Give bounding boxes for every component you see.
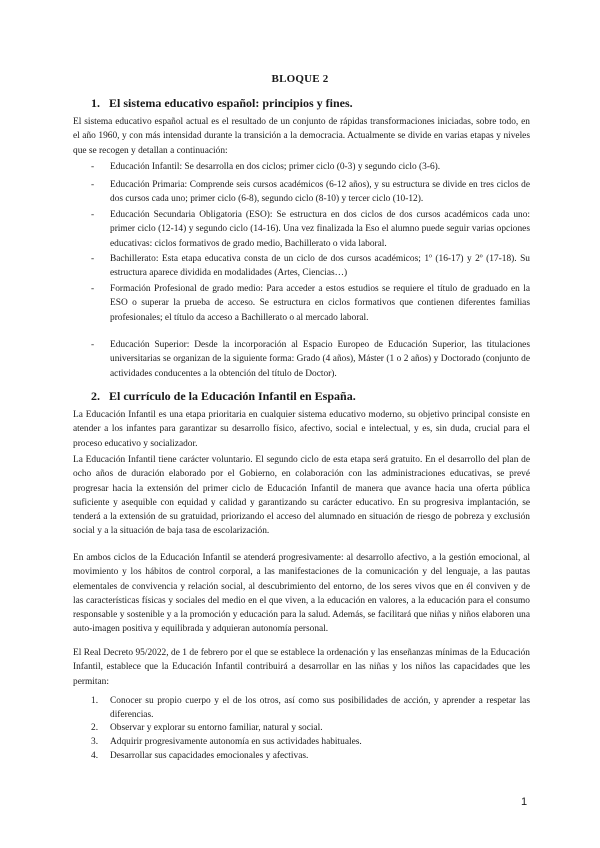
list-number: 4. (91, 751, 99, 761)
section-number: 2. (91, 389, 100, 403)
paragraph: El sistema educativo español actual es el resultado de un conjunto de rápidas transformaciones iniciadas, sobre todo, en el año 1960, y con más intensidad durante la transición a la democracia. Actualmente se divide en varias etapas y niveles que se recogen y detallan a continuación: (73, 117, 530, 156)
list-item: Formación Profesional de grado medio: Para acceder a estos estudios se requiere el título de graduado en la ESO o superar la prueba de acceso. Se estructura en ciclos formativos que contienen diferentes familias profesionales; el título da acceso a Bachillerato o al mercado laboral. (110, 284, 530, 323)
list-number: 2. (91, 723, 99, 733)
section-title: El currículo de la Educación Infantil en España. (109, 389, 356, 403)
numbered-item: Conocer su propio cuerpo y el de los otros, así como sus posibilidades de acción, y aprender a respetar las diferencias. (110, 696, 530, 721)
bullet-marker: - (91, 210, 95, 220)
list-number: 1. (91, 696, 99, 706)
list-number: 3. (91, 737, 99, 747)
section-number: 1. (91, 96, 100, 110)
paragraph: El Real Decreto 95/2022, de 1 de febrero por el que se establece la ordenación y las enseñanzas mínimas de la Educación Infantil, establece que la Educación Infantil contribuirá a desarrollar en las niñas y los niños las capacidades que les permitan: (73, 648, 530, 687)
paragraph: En ambos ciclos de la Educación Infantil se atenderá progresivamente: al desarrollo afectivo, a la gestión emocional, al movimiento y los hábitos de control corporal, a las manifestaciones de la comunicación y del lenguaje, a las pautas elementales de convivencia y relación social, al descubrimiento del entorno, de los seres vivos que en él conviven y de las características físicas y sociales del medio en el que viven, a la educación en valores, a la educación para el consumo responsable y sostenible y a la promoción y educación para la salud. Además, se facilitará que niñas y niños elaboren una auto-imagen positiva y equilibrada y adquieran autonomía personal. (73, 553, 530, 635)
section-heading-2 (91, 389, 356, 404)
numbered-item: Observar y explorar su entorno familiar, natural y social. (110, 723, 323, 733)
list-item: Bachillerato: Esta etapa educativa consta de un ciclo de dos cursos académicos; 1º (16-17) y 2º (17-18). Su estructura aparece dividida en modalidades (Artes, Ciencias…) (110, 254, 530, 279)
bullet-marker: - (91, 284, 95, 294)
section-heading-1 (91, 96, 353, 111)
bullet-marker: - (91, 340, 95, 350)
bullet-marker: - (91, 180, 95, 190)
section-title: El sistema educativo español: principios y fines. (109, 96, 353, 110)
list-item: Educación Infantil: Se desarrolla en dos ciclos; primer ciclo (0-3) y segundo ciclo (3-6). (110, 162, 441, 172)
page-number: 1 (521, 796, 528, 808)
list-item: Educación Superior: Desde la incorporación al Espacio Europeo de Educación Superior, las titulaciones universitarias se organizan de la siguiente forma: Grado (4 años), Máster (1 o 2 años) y Doctorado (conjunto de actividades conducentes a la obtención del título de Doctor). (110, 340, 530, 379)
paragraph: La Educación Infantil tiene carácter voluntario. El segundo ciclo de esta etapa será gratuito. En el desarrollo del plan de ocho años de duración elaborado por el Gobierno, en colaboración con las administraciones educativas, se prevé progresar hacia la extensión del primer ciclo de Educación Infantil de manera que avance hacia una oferta pública suficiente y asequible con equidad y calidad y garantizando su carácter educativo. En su progresiva implantación, se tenderá a la extensión de su gratuidad, priorizando el acceso del alumnado en situación de riesgo de pobreza y exclusión social y a la situación de baja tasa de escolarización. (73, 455, 530, 537)
numbered-item: Desarrollar sus capacidades emocionales y afectivas. (110, 751, 309, 761)
numbered-item: Adquirir progresivamente autonomía en sus actividades habituales. (110, 737, 362, 747)
list-item: Educación Primaria: Comprende seis cursos académicos (6-12 años), y su estructura se divide en tres ciclos de dos cursos cada uno; primer ciclo (6-8), segundo ciclo (8-10) y tercer ciclo (10-12). (110, 180, 530, 205)
paragraph: La Educación Infantil es una etapa prioritaria en cualquier sistema educativo moderno, su objetivo principal consiste en atender a los infantes para garantizar su desarrollo físico, afectivo, social e intelectual, y es, sin duda, crucial para el proceso educativo y socializador. (73, 410, 530, 449)
list-item: Educación Secundaria Obligatoria (ESO): Se estructura en dos ciclos de dos cursos académicos cada uno: primer ciclo (12-14) y segundo ciclo (14-16). Una vez finalizada la Eso el alumno puede seguir varias opciones educativas: ciclos formativos de grado medio, Bachillerato o vida laboral. (110, 210, 530, 249)
page-title: BLOQUE 2 (271, 73, 329, 85)
bullet-marker: - (91, 254, 95, 264)
bullet-marker: - (91, 162, 95, 172)
